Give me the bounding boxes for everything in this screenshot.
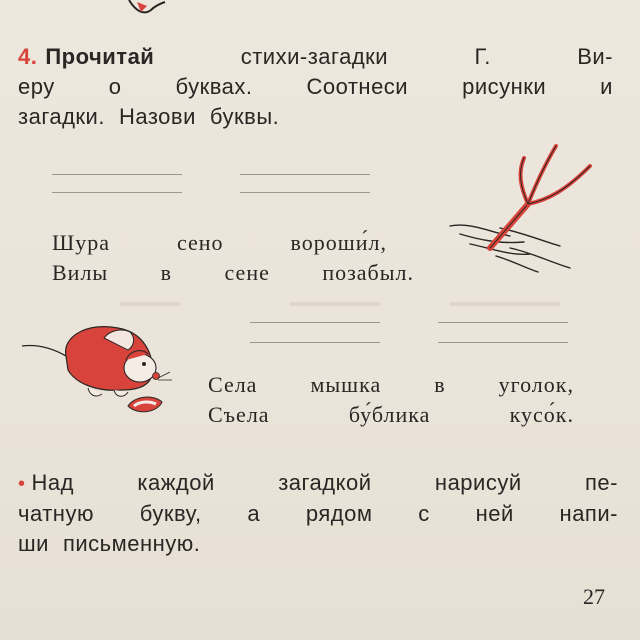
answer-line[interactable] bbox=[438, 342, 568, 343]
poem-word: позабыл. bbox=[322, 260, 414, 285]
task-word: стихи-загадки bbox=[240, 44, 389, 69]
answer-line[interactable] bbox=[240, 174, 370, 175]
bagel-piece-illustration bbox=[124, 392, 168, 418]
riddle-poem-1 bbox=[52, 228, 414, 288]
instruction-word: Над bbox=[31, 470, 74, 495]
task-word: Прочитай bbox=[45, 44, 155, 69]
instruction-word: ней bbox=[475, 501, 514, 526]
task-word: буквы. bbox=[209, 104, 280, 129]
task-word: рисунки bbox=[462, 74, 547, 99]
answer-line[interactable] bbox=[52, 192, 182, 193]
answer-line[interactable] bbox=[240, 192, 370, 193]
task-word: Назови bbox=[118, 104, 196, 129]
instruction-line-1 bbox=[18, 468, 618, 499]
answer-line[interactable] bbox=[250, 322, 380, 323]
instruction-word: с bbox=[418, 501, 430, 526]
instruction-word: каждой bbox=[137, 470, 215, 495]
poem-word: мышка bbox=[310, 372, 382, 397]
answer-line[interactable] bbox=[52, 174, 182, 175]
poem-word: вороши́л, bbox=[290, 230, 387, 255]
poem-word: кусо́к. bbox=[509, 402, 574, 427]
task-word: загадки. bbox=[18, 104, 105, 129]
poem-word: уголок, bbox=[498, 372, 574, 397]
poem-word: Села bbox=[208, 372, 258, 397]
task-word: и bbox=[600, 74, 613, 99]
poem-word: в bbox=[434, 372, 446, 397]
poem-line bbox=[208, 400, 574, 430]
poem-line bbox=[52, 258, 414, 288]
task-word: о bbox=[108, 74, 122, 99]
instruction-line-3 bbox=[18, 529, 618, 559]
task-word: Г. bbox=[474, 44, 491, 69]
task-line-2 bbox=[18, 72, 613, 102]
task-line-1 bbox=[18, 42, 613, 72]
instruction-word: букву, bbox=[139, 501, 202, 526]
instruction-word: пе- bbox=[585, 470, 618, 495]
instruction-word: напи- bbox=[559, 501, 618, 526]
instruction-word: чатную bbox=[18, 501, 94, 526]
instruction-word: загадкой bbox=[278, 470, 372, 495]
task-heading bbox=[18, 42, 154, 72]
bullet-icon: • bbox=[18, 473, 26, 495]
task-word: Соотнеси bbox=[306, 74, 409, 99]
poem-line bbox=[52, 228, 387, 258]
instruction-text bbox=[18, 468, 618, 559]
page-number: 27 bbox=[583, 584, 605, 609]
show-through-decoration bbox=[120, 296, 590, 323]
instruction-word: а bbox=[247, 501, 261, 526]
poem-word: Вилы bbox=[52, 260, 109, 285]
task-word: еру bbox=[18, 74, 55, 99]
task-word: Ви- bbox=[577, 44, 613, 69]
task-word: буквах. bbox=[175, 74, 253, 99]
answer-line[interactable] bbox=[250, 342, 380, 343]
instruction-line-2 bbox=[18, 499, 618, 529]
poem-word: Съела bbox=[208, 402, 270, 427]
instruction-word: ши bbox=[18, 531, 49, 556]
riddle-poem-2 bbox=[208, 370, 574, 430]
instruction-word: нарисуй bbox=[434, 470, 522, 495]
bleed-through-shapes bbox=[120, 296, 590, 318]
task-4-text bbox=[18, 42, 613, 132]
poem-word: в bbox=[160, 260, 173, 285]
poem-word: Шура bbox=[52, 230, 110, 255]
poem-word: сене bbox=[224, 260, 270, 285]
poem-line bbox=[208, 370, 574, 400]
answer-line[interactable] bbox=[438, 322, 568, 323]
task-number: 4. bbox=[18, 44, 38, 69]
task-line-3 bbox=[18, 102, 613, 132]
pitchfork-illustration bbox=[440, 136, 610, 276]
poem-word: бу́блика bbox=[348, 402, 431, 427]
instruction-start bbox=[18, 468, 74, 499]
instruction-word: рядом bbox=[305, 501, 373, 526]
poem-word: сено bbox=[176, 230, 224, 255]
instruction-word: письменную. bbox=[62, 531, 201, 556]
partial-illustration-top bbox=[125, 0, 175, 22]
